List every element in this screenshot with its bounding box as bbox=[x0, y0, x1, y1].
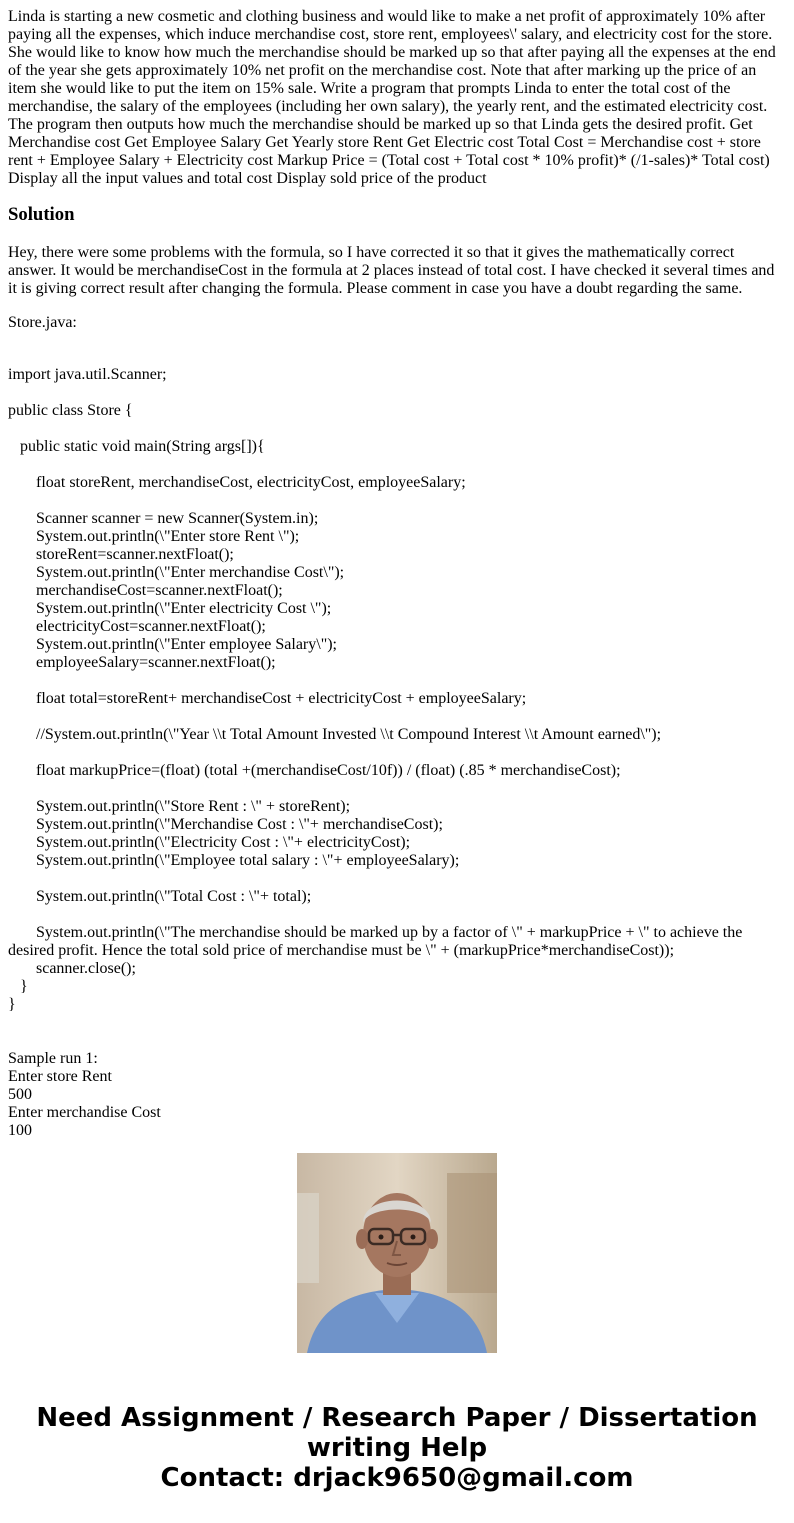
avatar bbox=[297, 1153, 497, 1353]
solution-heading: Solution bbox=[8, 204, 75, 225]
question-text: Linda is starting a new cosmetic and clothing business and would like to make a net profit of approximately 10% after paying all the expenses, which induce merchandise cost, store rent, employees\' salary, and electricity cost for the store. She would like to know how much the merchandise should be marked up so that after paying all the expenses at the end of the year she gets approximately 10% net profit on the merchandise cost. Note that after marking up the price of an item she would like to put the item on 15% sale. Write a program that prompts Linda to enter the total cost of the merchandise, the salary of the employees (including her own salary), the yearly rent, and the estimated electricity cost. The program then outputs how much the merchandise should be marked up so that Linda gets the desired profit. Get Merchandise cost Get Employee Salary Get Yearly store Rent Get Electric cost Total Cost = Merchandise cost + store rent + Employee Salary + Electricity cost Markup Price = (Total cost + Total cost * 10% profit)* (/1-sales)* Total cost) Display all the input values and total cost Display sold price of the product bbox=[8, 8, 776, 187]
contact-banner bbox=[0, 1403, 794, 1493]
promo-line-1: Need Assignment / Research Paper / Dissertation bbox=[36, 1403, 758, 1433]
author-photo-icon bbox=[297, 1153, 497, 1353]
solution-explanation: Hey, there were some problems with the formula, so I have corrected it so that it gives the mathematically correct answer. It would be merchandiseCost in the formula at 2 places instead of total cost. I have checked it several times and it is giving correct result after changing the formula. Please comment in case you have a doubt regarding the same. bbox=[8, 244, 775, 297]
code-filename: Store.java: bbox=[8, 314, 77, 331]
promo-contact-email[interactable]: Contact: drjack9650@gmail.com bbox=[160, 1463, 634, 1493]
code-block: import java.util.Scanner; public class Store { public static void main(String args[]){ float storeRent, merchandiseCost, electricityCost, employeeSalary; Scanner scanner = new Scanner(System.in); System.out.println(\"Enter store Rent \"); storeRent=scanner.nextFloat(); System.out.println(\"Enter merchandise Cost\"); merchandiseCost=scanner.nextFloat(); System.out.println(\"Enter electricity Cost \"); electricityCost=scanner.nextFloat(); System.out.println(\"Enter employee Salary\"); employeeSalary=scanner.nextFloat(); float total=storeRent+ merchandiseCost + electricityCost + employeeSalary; //System.out.println(\"Year \\t Total Amount Invested \\t Compound Interest \\t Amount earned\"); float markupPrice=(float) (total +(merchandiseCost/10f)) / (float) (.85 * merchandiseCost); System.out.println(\"Store Rent : \" + storeRent); System.out.println(\"Merchandise Cost : \"+ merchandiseCost); System.out.println(\"Electricity Cost : \"+ electricityCost); System.out.println(\"Employee total salary : \"+ employeeSalary); System.out.println(\"Total Cost : \"+ total); System.out.println(\"The merchandise should be marked up by a factor of \" + markupPrice + \" to achieve the desired profit. Hence the total sold price of merchandise must be \" + (markupPrice*merchandiseCost)); scanner.close(); } } Sample run 1: Enter store Rent 500 Enter merchandise Cost 100 bbox=[8, 366, 743, 1139]
article-content bbox=[8, 8, 784, 1139]
promo-line-2: writing Help bbox=[306, 1433, 488, 1463]
